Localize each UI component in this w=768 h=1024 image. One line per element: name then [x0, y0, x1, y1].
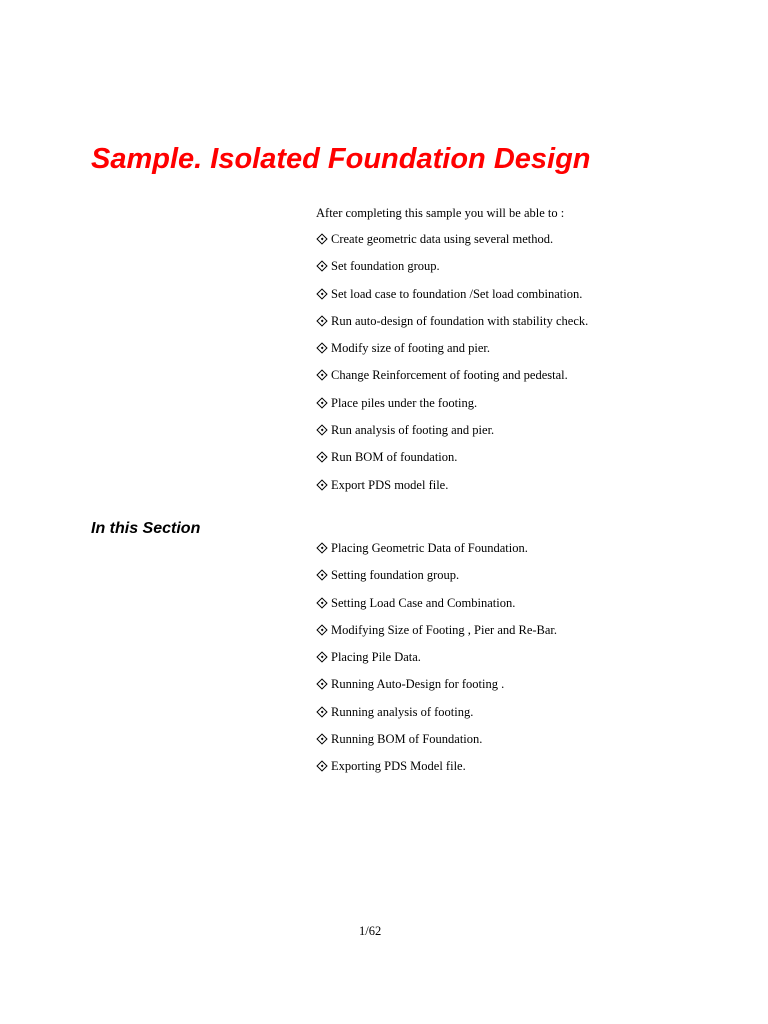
diamond-bullet-icon [316, 230, 330, 248]
section-item [316, 566, 557, 593]
objective-text: Run BOM of foundation. [331, 450, 458, 465]
section-item-text: Setting foundation group. [331, 568, 460, 583]
objective-item [316, 366, 588, 393]
diamond-bullet-icon [316, 476, 330, 494]
objective-text: Create geometric data using several method. [331, 232, 554, 246]
intro-text: After completing this sample you will be able to : [316, 206, 565, 220]
objective-item [316, 476, 588, 503]
objective-text: Export PDS model file. [331, 477, 449, 492]
section-item [316, 730, 557, 757]
diamond-bullet-icon [316, 675, 330, 693]
objective-text: Change Reinforcement of footing and pedestal. [331, 368, 568, 383]
diamond-bullet-icon [316, 648, 330, 666]
objective-item [316, 285, 588, 312]
section-item-text: Exporting PDS Model file. [331, 759, 466, 774]
section-item [316, 675, 557, 702]
section-item [316, 703, 557, 730]
diamond-bullet-icon [316, 566, 330, 584]
objective-text: Place piles under the footing. [331, 395, 478, 410]
diamond-bullet-icon [316, 730, 330, 748]
section-item [316, 539, 557, 566]
section-item [316, 757, 557, 784]
diamond-bullet-icon [316, 621, 330, 639]
diamond-bullet-icon [316, 448, 330, 466]
section-item-text: Running analysis of footing. [331, 704, 474, 719]
section-heading: In this Section [91, 520, 201, 537]
objectives-list [316, 230, 588, 503]
diamond-bullet-icon [316, 539, 330, 557]
objective-item [316, 230, 588, 257]
objective-item [316, 339, 588, 366]
diamond-bullet-icon [316, 285, 330, 303]
diamond-bullet-icon [316, 703, 330, 721]
objective-item [316, 394, 588, 421]
section-item-text: Placing Pile Data. [331, 650, 421, 665]
objective-item [316, 257, 588, 284]
diamond-bullet-icon [316, 312, 330, 330]
page-title: Sample. Isolated Foundation Design [91, 143, 591, 175]
objective-text: Set foundation group. [331, 259, 440, 274]
diamond-bullet-icon [316, 757, 330, 775]
objective-text: Modify size of footing and pier. [331, 341, 490, 356]
diamond-bullet-icon [316, 257, 330, 275]
section-item-text: Setting Load Case and Combination. [331, 595, 516, 610]
objective-item [316, 421, 588, 448]
objective-text: Run analysis of footing and pier. [331, 423, 495, 438]
section-item [316, 594, 557, 621]
objective-item [316, 312, 588, 339]
section-item-text: Modifying Size of Footing , Pier and Re-Bar. [331, 622, 558, 637]
diamond-bullet-icon [316, 366, 330, 384]
section-item-text: Placing Geometric Data of Foundation. [331, 541, 528, 555]
page-number: 1/62 [359, 924, 382, 938]
section-item-text: Running BOM of Foundation. [331, 732, 483, 747]
diamond-bullet-icon [316, 594, 330, 612]
section-list [316, 539, 557, 785]
diamond-bullet-icon [316, 394, 330, 412]
objective-text: Run auto-design of foundation with stability check. [331, 313, 589, 328]
objective-text: Set load case to foundation /Set load combination. [331, 286, 583, 301]
section-item [316, 648, 557, 675]
diamond-bullet-icon [316, 421, 330, 439]
objective-item [316, 448, 588, 475]
section-item-text: Running Auto-Design for footing . [331, 677, 505, 692]
section-item [316, 621, 557, 648]
diamond-bullet-icon [316, 339, 330, 357]
